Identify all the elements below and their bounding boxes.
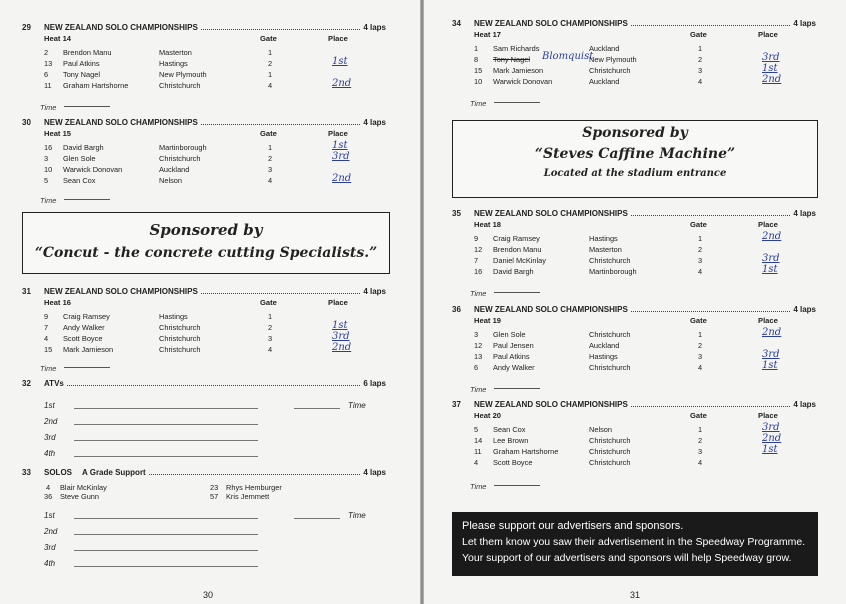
rider-name: Warwick Donovan — [63, 165, 123, 174]
race-laps: 4 laps — [363, 23, 386, 32]
rider-town: Martinborough — [589, 267, 637, 276]
rider-gate: 2 — [698, 436, 703, 445]
race-number: 33 — [22, 468, 31, 477]
time-line[interactable] — [294, 518, 340, 519]
race-header — [22, 378, 386, 389]
heat-header — [474, 29, 816, 40]
rider-town: Auckland — [589, 77, 620, 86]
support-sponsors-banner — [452, 512, 818, 576]
place-3rd-label: 3rd — [44, 433, 56, 442]
race-number: 32 — [22, 379, 31, 388]
race-header — [22, 117, 386, 128]
rider-number: 13 — [474, 352, 483, 361]
race-title: NEW ZEALAND SOLO CHAMPIONSHIPS — [474, 305, 628, 314]
rider-town: Hastings — [159, 59, 188, 68]
time-label: Time — [40, 103, 57, 112]
race-number: 29 — [22, 23, 31, 32]
time-line[interactable] — [64, 106, 110, 107]
race-laps: 4 laps — [363, 118, 386, 127]
rider-name: Graham Hartshorne — [63, 81, 129, 90]
leader-dots — [201, 23, 361, 30]
place-2nd-label: 2nd — [44, 417, 58, 426]
ad-sponsor-name: “Steves Caffine Machine” — [534, 146, 736, 162]
leader-dots — [201, 118, 361, 125]
rider-name: Glen Sole — [493, 330, 526, 339]
heat-label: Heat 18 — [474, 220, 502, 229]
leader-dots — [201, 287, 361, 294]
rider-name: Tony Nagel — [63, 70, 100, 79]
time-label: Time — [470, 482, 487, 491]
rider-number: 2 — [44, 48, 49, 57]
race-title: NEW ZEALAND SOLO CHAMPIONSHIPS — [44, 23, 198, 32]
place-1st-line[interactable] — [74, 408, 258, 409]
heat-label: Heat 20 — [474, 411, 502, 420]
rider-town: Hastings — [159, 312, 188, 321]
rider-name: Paul Atkins — [63, 59, 100, 68]
rider-town: Christchurch — [589, 330, 631, 339]
rider-name: Lee Brown — [493, 436, 529, 445]
race-title: NEW ZEALAND SOLO CHAMPIONSHIPS — [474, 400, 628, 409]
rider-town: Auckland — [589, 44, 620, 53]
time-line[interactable] — [494, 485, 540, 486]
rider-row — [44, 492, 224, 503]
rider-row — [44, 80, 386, 91]
rider-gate: 1 — [698, 330, 703, 339]
race-header — [452, 304, 816, 315]
heat-label: Heat 16 — [44, 298, 72, 307]
time-label: Time — [470, 289, 487, 298]
place-header: Place — [328, 298, 348, 307]
heat-label: Heat 19 — [474, 316, 502, 325]
handwritten-place: 1st — [332, 320, 348, 331]
place-4th-line[interactable] — [74, 456, 258, 457]
rider-name: Rhys Hemburger — [226, 483, 282, 492]
rider-gate: 1 — [698, 44, 703, 53]
rider-number: 4 — [44, 334, 49, 343]
rider-name: Paul Jensen — [493, 341, 534, 350]
rider-number: 7 — [474, 256, 479, 265]
race-number: 34 — [452, 19, 461, 28]
rider-gate: 3 — [698, 256, 703, 265]
rider-gate: 1 — [698, 234, 703, 243]
rider-gate: 1 — [268, 70, 273, 79]
rider-name: David Bargh — [493, 267, 534, 276]
rider-number: 57 — [210, 492, 219, 501]
gate-header: Gate — [260, 34, 277, 43]
race-laps: 4 laps — [793, 209, 816, 218]
leader-dots — [67, 379, 360, 386]
rider-name: Brendon Manu — [493, 245, 542, 254]
rider-gate: 4 — [268, 176, 273, 185]
race-laps: 4 laps — [363, 468, 386, 477]
place-2nd-line[interactable] — [74, 534, 258, 535]
rider-number: 14 — [474, 436, 483, 445]
rider-number: 10 — [44, 165, 53, 174]
place-header: Place — [758, 316, 778, 325]
rider-town: Nelson — [589, 425, 613, 434]
rider-number: 12 — [474, 245, 483, 254]
handwritten-place: 2nd — [762, 74, 782, 85]
time-line[interactable] — [64, 199, 110, 200]
rider-row — [210, 492, 360, 503]
race-title: NEW ZEALAND SOLO CHAMPIONSHIPS — [44, 118, 198, 127]
place-4th-label: 4th — [44, 559, 56, 568]
handwritten-place: 1st — [332, 56, 348, 67]
rider-gate: 3 — [268, 334, 273, 343]
rider-town: Christchurch — [589, 363, 631, 372]
rider-gate: 3 — [698, 352, 703, 361]
rider-town: Masterton — [159, 48, 192, 57]
rider-number: 12 — [474, 341, 483, 350]
gate-header: Gate — [690, 220, 707, 229]
rider-gate: 4 — [268, 81, 273, 90]
race-laps: 6 laps — [363, 379, 386, 388]
handwritten-place: 2nd — [332, 173, 352, 184]
ad-heading: Sponsored by — [582, 125, 688, 141]
rider-list — [22, 47, 386, 91]
rider-gate: 3 — [268, 165, 273, 174]
ad-heading: Sponsored by — [149, 221, 263, 239]
rider-row — [474, 266, 816, 277]
rider-number: 11 — [474, 447, 482, 456]
race-subtitle: A Grade Support — [82, 468, 146, 477]
rider-gate: 2 — [698, 55, 703, 64]
place-3rd-label: 3rd — [44, 543, 56, 552]
rider-gate: 4 — [698, 267, 703, 276]
rider-row — [44, 175, 386, 186]
rider-name: Paul Atkins — [493, 352, 530, 361]
place-1st-label: 1st — [44, 511, 55, 520]
rider-town: Auckland — [159, 165, 190, 174]
race-laps: 4 laps — [793, 400, 816, 409]
ad-sponsor-name: “Concut - the concrete cutting Specialists.” — [34, 245, 378, 261]
race-laps: 4 laps — [363, 287, 386, 296]
place-header: Place — [758, 30, 778, 39]
rider-row — [474, 446, 816, 457]
race-34 — [452, 18, 816, 108]
rider-number: 23 — [210, 483, 219, 492]
heat-label: Heat 17 — [474, 30, 502, 39]
rider-gate: 3 — [698, 66, 703, 75]
heat-header — [44, 33, 386, 44]
time-line[interactable] — [494, 388, 540, 389]
time-label: Time — [348, 401, 366, 410]
rider-number: 1 — [474, 44, 479, 53]
rider-number: 9 — [474, 234, 479, 243]
rider-name: Sean Cox — [63, 176, 96, 185]
rider-number: 3 — [44, 154, 49, 163]
rider-gate: 4 — [698, 363, 703, 372]
time-label: Time — [40, 364, 57, 373]
rider-name: Craig Ramsey — [63, 312, 110, 321]
gate-header: Gate — [690, 316, 707, 325]
rider-gate: 4 — [698, 458, 703, 467]
rider-gate: 2 — [268, 59, 273, 68]
handwritten-place: 3rd — [762, 253, 780, 264]
time-line[interactable] — [494, 102, 540, 103]
rider-name: Kris Jemmett — [226, 492, 270, 501]
race-30 — [22, 117, 386, 205]
place-4th-line[interactable] — [74, 566, 258, 567]
rider-gate: 4 — [268, 345, 273, 354]
left-page — [0, 0, 420, 604]
rider-row — [44, 58, 386, 69]
rider-number: 5 — [44, 176, 49, 185]
race-title: ATVs — [44, 379, 64, 388]
caffine-sponsor-ad — [452, 120, 818, 198]
rider-list — [452, 329, 816, 373]
rider-town: Christchurch — [159, 334, 201, 343]
rider-name: Tony Nagel — [493, 55, 530, 64]
place-header: Place — [328, 34, 348, 43]
page-number: 31 — [630, 590, 641, 600]
rider-town: Christchurch — [159, 323, 201, 332]
handwritten-place: 3rd — [762, 349, 780, 360]
rider-list — [452, 43, 816, 87]
race-header — [452, 399, 816, 410]
rider-town: Christchurch — [589, 66, 631, 75]
rider-number: 16 — [474, 267, 483, 276]
rider-number: 10 — [474, 77, 483, 86]
rider-number: 11 — [44, 81, 52, 90]
rider-town: Christchurch — [159, 81, 201, 90]
rider-number: 4 — [474, 458, 479, 467]
rider-name: Steve Gunn — [60, 492, 100, 501]
race-31 — [22, 286, 386, 373]
solo-riders-left — [44, 483, 224, 503]
gate-header: Gate — [260, 129, 277, 138]
handwritten-place: 2nd — [332, 78, 352, 89]
handwritten-place: 3rd — [762, 52, 780, 63]
race-32 — [22, 378, 386, 464]
race-laps: 4 laps — [793, 305, 816, 314]
time-label: Time — [40, 196, 57, 205]
heat-header — [474, 410, 816, 421]
handwritten-place: 1st — [762, 63, 778, 74]
rider-list — [452, 424, 816, 468]
race-title: NEW ZEALAND SOLO CHAMPIONSHIPS — [44, 287, 198, 296]
rider-number: 16 — [44, 143, 53, 152]
place-header: Place — [758, 411, 778, 420]
race-29 — [22, 22, 386, 112]
rider-town: Hastings — [589, 234, 618, 243]
rider-name: Sean Cox — [493, 425, 526, 434]
race-laps: 4 laps — [793, 19, 816, 28]
leader-dots — [631, 19, 791, 26]
time-line[interactable] — [494, 292, 540, 293]
race-header — [452, 208, 816, 219]
rider-number: 15 — [474, 66, 483, 75]
rider-name: Mark Jamieson — [63, 345, 114, 354]
handwritten-place: 2nd — [762, 231, 782, 242]
leader-dots — [631, 305, 791, 312]
rider-name: Andy Walker — [63, 323, 105, 332]
rider-name: Daniel McKinlay — [493, 256, 546, 265]
rider-number: 15 — [44, 345, 53, 354]
rider-town: Auckland — [589, 341, 620, 350]
handwritten-place: 2nd — [762, 327, 782, 338]
rider-row — [44, 153, 386, 164]
race-header — [22, 467, 386, 478]
rider-number: 13 — [44, 59, 53, 68]
rider-gate: 1 — [698, 425, 703, 434]
race-number: 36 — [452, 305, 461, 314]
rider-gate: 1 — [268, 312, 273, 321]
race-header — [452, 18, 816, 29]
place-3rd-line[interactable] — [74, 440, 258, 441]
rider-gate: 3 — [698, 447, 703, 456]
rider-town: Christchurch — [589, 436, 631, 445]
place-header: Place — [328, 129, 348, 138]
rider-town: Nelson — [159, 176, 183, 185]
rider-gate: 2 — [268, 154, 273, 163]
place-2nd-label: 2nd — [44, 527, 58, 536]
race-35 — [452, 208, 816, 298]
handwritten-place: 3rd — [332, 151, 350, 162]
time-line[interactable] — [64, 367, 110, 368]
place-1st-label: 1st — [44, 401, 55, 410]
place-4th-label: 4th — [44, 449, 56, 458]
handwritten-place: 2nd — [332, 342, 352, 353]
rider-row — [474, 329, 816, 340]
rider-name: Scott Boyce — [493, 458, 533, 467]
ad-location: Located at the stadium entrance — [543, 168, 727, 179]
place-header: Place — [758, 220, 778, 229]
rider-number: 9 — [44, 312, 49, 321]
rider-town: Christchurch — [589, 256, 631, 265]
rider-name: Craig Ramsey — [493, 234, 540, 243]
time-label: Time — [470, 385, 487, 394]
handwritten-place: 3rd — [762, 422, 780, 433]
race-title: NEW ZEALAND SOLO CHAMPIONSHIPS — [474, 209, 628, 218]
race-number: 30 — [22, 118, 31, 127]
race-header — [22, 22, 386, 33]
rider-list — [22, 142, 386, 186]
handwritten-rider-correction: Blomquist — [542, 51, 594, 62]
rider-list — [22, 311, 386, 355]
rider-name: Mark Jamieson — [493, 66, 544, 75]
heat-header — [44, 297, 386, 308]
rider-row — [474, 233, 816, 244]
rider-name: Glen Sole — [63, 154, 96, 163]
banner-line-3: Your support of our advertisers and sponsors will help Speedway grow. — [462, 552, 792, 564]
rider-name: Sam Richards — [493, 44, 540, 53]
heat-header — [44, 128, 386, 139]
rider-number: 7 — [44, 323, 49, 332]
rider-number: 3 — [474, 330, 479, 339]
rider-name: Warwick Donovan — [493, 77, 553, 86]
leader-dots — [149, 468, 361, 475]
rider-number: 6 — [474, 363, 479, 372]
rider-name: David Bargh — [63, 143, 104, 152]
race-36 — [452, 304, 816, 394]
rider-town: Christchurch — [589, 458, 631, 467]
rider-gate: 1 — [268, 48, 273, 57]
handwritten-place: 2nd — [762, 433, 782, 444]
race-title: SOLOS — [44, 468, 73, 477]
handwritten-place: 1st — [762, 444, 778, 455]
place-1st-line[interactable] — [74, 518, 258, 519]
rider-number: 6 — [44, 70, 49, 79]
banner-line-1: Please support our advertisers and sponsors. — [462, 520, 684, 532]
rider-gate: 2 — [698, 245, 703, 254]
gate-header: Gate — [260, 298, 277, 307]
rider-name: Blair McKinlay — [60, 483, 107, 492]
heat-header — [474, 219, 816, 230]
rider-number: 36 — [44, 492, 53, 501]
rider-name: Andy Walker — [493, 363, 535, 372]
handwritten-place: 1st — [332, 140, 348, 151]
rider-town: Christchurch — [589, 447, 631, 456]
banner-line-2: Let them know you saw their advertisement in the Speedway Programme. — [462, 536, 806, 548]
rider-list — [452, 233, 816, 277]
time-line[interactable] — [294, 408, 340, 409]
rider-name: Scott Boyce — [63, 334, 103, 343]
rider-gate: 1 — [268, 143, 273, 152]
concut-sponsor-ad — [22, 212, 390, 274]
rider-row — [474, 362, 816, 373]
solo-riders-right — [210, 483, 360, 503]
rider-town: Hastings — [589, 352, 618, 361]
handwritten-place: 1st — [762, 264, 778, 275]
right-page — [424, 0, 846, 604]
leader-dots — [631, 400, 791, 407]
race-33 — [22, 467, 386, 571]
time-label: Time — [348, 511, 366, 520]
rider-number: 4 — [46, 483, 51, 492]
race-title: NEW ZEALAND SOLO CHAMPIONSHIPS — [474, 19, 628, 28]
race-header — [22, 286, 386, 297]
rider-gate: 2 — [698, 341, 703, 350]
rider-row — [44, 344, 386, 355]
heat-label: Heat 15 — [44, 129, 72, 138]
rider-gate: 4 — [698, 77, 703, 86]
rider-number: 5 — [474, 425, 479, 434]
place-3rd-line[interactable] — [74, 550, 258, 551]
race-number: 31 — [22, 287, 31, 296]
rider-town: New Plymouth — [589, 55, 637, 64]
rider-name: Graham Hartshorne — [493, 447, 559, 456]
rider-name: Brendon Manu — [63, 48, 112, 57]
gate-header: Gate — [690, 30, 707, 39]
rider-number: 8 — [474, 55, 479, 64]
handwritten-place: 1st — [762, 360, 778, 371]
rider-town: Christchurch — [159, 345, 201, 354]
race-37 — [452, 399, 816, 491]
race-number: 35 — [452, 209, 461, 218]
handwritten-place: 3rd — [332, 331, 350, 342]
rider-gate: 2 — [268, 323, 273, 332]
rider-town: Christchurch — [159, 154, 201, 163]
heat-header — [474, 315, 816, 326]
gate-header: Gate — [690, 411, 707, 420]
rider-row — [474, 76, 816, 87]
heat-label: Heat 14 — [44, 34, 72, 43]
race-number: 37 — [452, 400, 461, 409]
page-number: 30 — [203, 590, 214, 600]
rider-town: Masterton — [589, 245, 622, 254]
rider-town: New Plymouth — [159, 70, 207, 79]
place-2nd-line[interactable] — [74, 424, 258, 425]
rider-town: Martinborough — [159, 143, 207, 152]
leader-dots — [631, 209, 791, 216]
rider-row — [474, 457, 816, 468]
time-label: Time — [470, 99, 487, 108]
